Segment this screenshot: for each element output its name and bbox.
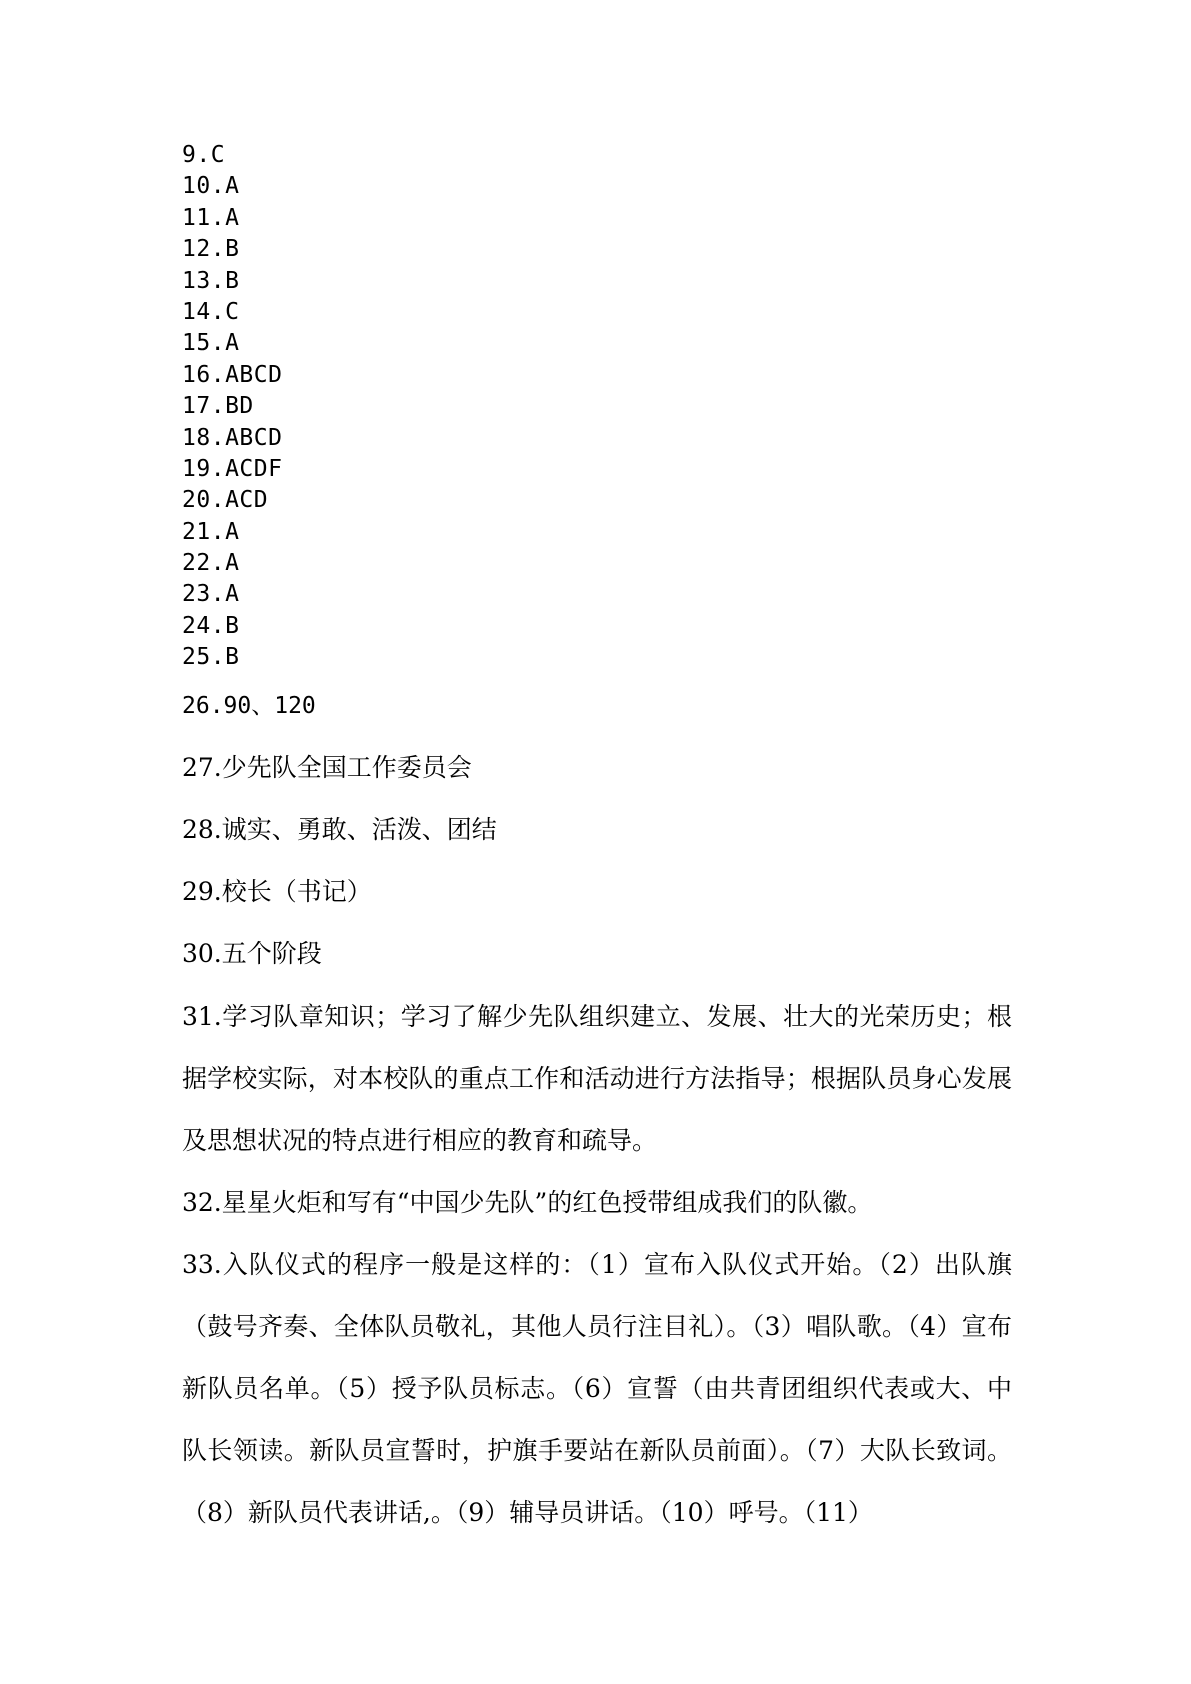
answer-item-23: 23.A <box>182 581 240 608</box>
answer-33-paragraph: 33.入队仪式的程序一般是这样的：（1）宣布入队仪式开始。（2）出队旗（鼓号齐奏、全体队员敬礼，其他人员行注目礼）。（3）唱队歌。（4）宣布新队员名单。（5）授予队员标志。（6）宣誓（由共青团组织代表或大、中队长领读。新队员宣誓时，护旗手要站在新队员前面）。（7）大队长致词。（8）新队员代表讲话,。（9）辅导员讲话。（10）呼号。（11） <box>182 1250 1012 1527</box>
answer-item-13: 13.B <box>182 267 240 294</box>
answer-item-10: 10.A <box>182 173 240 200</box>
answer-item-14: 14.C <box>182 298 240 325</box>
answer-item-21: 21.A <box>182 518 240 545</box>
answer-item-9: 9.C <box>182 142 226 168</box>
answer-item-18: 18.ABCD <box>182 424 283 451</box>
answer-item-17: 17.BD <box>182 393 254 420</box>
answer-item-16: 16.ABCD <box>182 361 283 388</box>
answer-31-paragraph: 31.学习队章知识；学习了解少先队组织建立、发展、壮大的光荣历史；根据学校实际，对本校队的重点工作和活动进行方法指导；根据队员身心发展及思想状况的特点进行相应的教育和疏导。 <box>182 1002 1012 1155</box>
answer-item-19: 19.ACDF <box>182 455 283 482</box>
answer-item-15: 15.A <box>182 330 240 357</box>
short-answer-list <box>182 140 282 674</box>
answer-item-12: 12.B <box>182 236 240 263</box>
answer-32-paragraph: 32.星星火炬和写有“中国少先队”的红色授带组成我们的队徽。 <box>182 1188 873 1217</box>
answer-29: 29.校长（书记） <box>182 877 372 906</box>
answer-item-22: 22.A <box>182 550 240 577</box>
answer-30: 30.五个阶段 <box>182 939 322 968</box>
answer-item-20: 20.ACD <box>182 487 269 514</box>
answer-27: 27.少先队全国工作委员会 <box>182 753 472 782</box>
answer-28: 28.诚实、勇敢、活泼、团结 <box>182 815 497 844</box>
answer-26: 26.90、120 <box>182 693 316 719</box>
answer-item-25: 25.B <box>182 644 240 671</box>
answer-item-11: 11.A <box>182 204 240 231</box>
answer-item-24: 24.B <box>182 612 240 639</box>
